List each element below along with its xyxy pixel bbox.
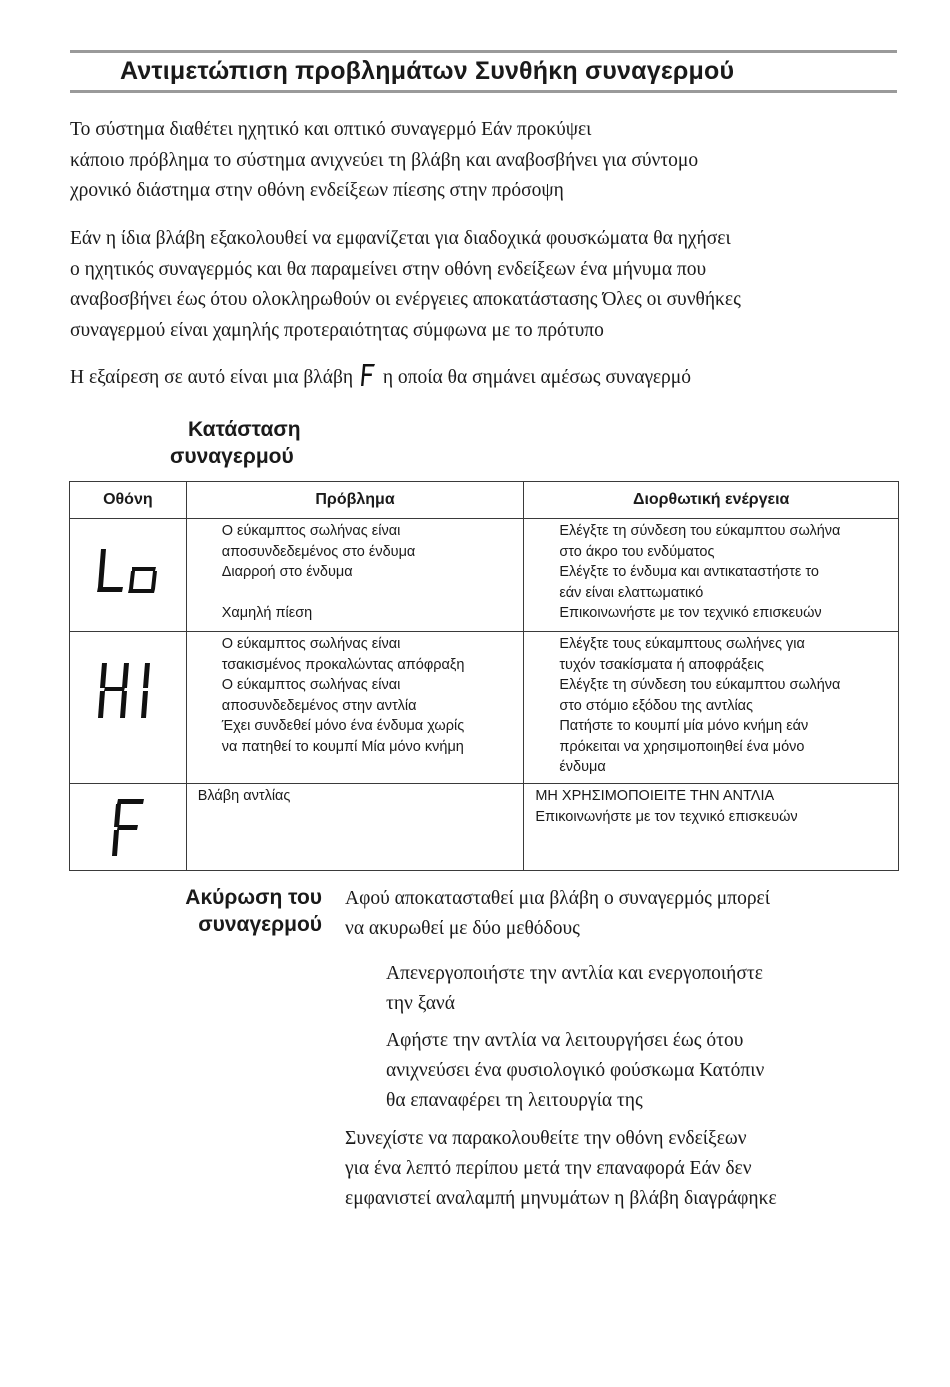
cancel-method-2 bbox=[386, 1026, 764, 1116]
problem-line: Ο εύκαμπτος σωλήνας είναι bbox=[221, 636, 401, 652]
text-line: ο ηχητικός συναγερμός και θα παραμείνει στην οθόνη ενδείξεων ένα μήνυμα που bbox=[70, 258, 707, 280]
action-line: Ελέγξτε το ένδυμα και αντικαταστήστε το bbox=[559, 564, 819, 580]
problem-cell bbox=[186, 519, 524, 632]
action-line: πρόκειται να χρησιμοποιηθεί ένα μόνο bbox=[559, 738, 805, 755]
cancel-alarm-heading bbox=[150, 884, 322, 938]
table-row bbox=[70, 519, 899, 632]
problem-line: τσακισμένος προκαλώντας απόφραξη bbox=[221, 656, 465, 673]
heading-line: συναγερμού bbox=[198, 913, 322, 936]
display-cell bbox=[70, 632, 187, 784]
action-cell bbox=[524, 784, 899, 871]
text-line: Αφού αποκατασταθεί μια βλάβη ο συναγερμός μπορεί bbox=[345, 888, 770, 909]
text-line: Εάν η ίδια βλάβη εξακολουθεί να εμφανίζεται για διαδοχικά φουσκώματα θα ηχήσει bbox=[70, 228, 731, 249]
column-header-display: Οθόνη bbox=[70, 482, 187, 519]
action-line: εάν είναι ελαττωματικό bbox=[559, 584, 704, 601]
cancel-alarm-closing bbox=[345, 1124, 777, 1214]
action-line: τυχόν τσακίσματα ή αποφράξεις bbox=[559, 656, 765, 673]
problem-line: Ο εύκαμπτος σωλήνας είναι bbox=[221, 523, 401, 539]
text-line: για ένα λεπτό περίπου μετά την επαναφορά Εάν δεν bbox=[345, 1158, 752, 1179]
title-underline-rule bbox=[70, 90, 897, 93]
problem-line: Ο εύκαμπτος σωλήνας είναι bbox=[221, 677, 401, 693]
action-line: Ελέγξτε τη σύνδεση του εύκαμπτου σωλήνα bbox=[559, 677, 841, 693]
text-segment: η οποία θα σημάνει αμέσως συναγερμό bbox=[382, 367, 691, 388]
table-row bbox=[70, 784, 899, 871]
text-line: θα επαναφέρει τη λειτουργία της bbox=[386, 1090, 643, 1111]
intro-paragraph-3 bbox=[70, 363, 900, 394]
intro-paragraph-2 bbox=[70, 224, 900, 346]
problem-line: Έχει συνδεθεί μόνο ένα ένδυμα χωρίς bbox=[221, 718, 465, 734]
text-segment: Η εξαίρεση σε αυτό είναι μια βλάβη bbox=[70, 367, 354, 388]
action-line: ένδυμα bbox=[559, 759, 606, 775]
problem-line bbox=[222, 583, 524, 604]
action-line: ΜΗ ΧΡΗΣΙΜΟΠΟΙΕΙΤΕ ΤΗΝ ΑΝΤΛΙΑ bbox=[535, 788, 775, 804]
f-display-icon bbox=[70, 784, 186, 865]
text-line: κάποιο πρόβλημα το σύστημα ανιχνεύει τη βλάβη και αναβοσβήνει για σύντομο bbox=[70, 149, 699, 171]
text-line: Απενεργοποιήστε την αντλία και ενεργοποιήστε bbox=[386, 963, 763, 984]
cancel-alarm-intro bbox=[345, 884, 770, 944]
text-line: Συνεχίστε να παρακολουθείτε την οθόνη ενδείξεων bbox=[345, 1128, 747, 1149]
table-header-row bbox=[70, 482, 899, 519]
text-line: Το σύστημα διαθέτει ηχητικό και οπτικό συναγερμό Εάν προκύψει bbox=[70, 119, 592, 140]
alarm-status-heading bbox=[170, 416, 320, 470]
heading-line: Ακύρωση του bbox=[185, 886, 322, 909]
display-cell bbox=[70, 519, 187, 632]
text-line: να ακυρωθεί με δύο μεθόδους bbox=[345, 918, 580, 939]
text-line: αναβοσβήνει έως ότου ολοκληρωθούν οι ενέργειες αποκατάστασης Όλες οι συνθήκες bbox=[70, 289, 741, 310]
text-line: Αφήστε την αντλία να λειτουργήσει έως ότου bbox=[386, 1030, 744, 1051]
text-line: συναγερμού είναι χαμηλής προτεραιότητας σύμφωνα με το πρότυπο bbox=[70, 319, 604, 341]
alarm-table bbox=[69, 481, 899, 871]
action-line: Πατήστε το κουμπί μία μόνο κνήμη εάν bbox=[559, 718, 809, 734]
problem-line: Διαρροή στο ένδυμα bbox=[221, 564, 353, 580]
heading-line: συναγερμού bbox=[170, 445, 294, 468]
problem-line: αποσυνδεδεμένος στην αντλία bbox=[221, 697, 417, 714]
problem-line: Βλάβη αντλίας bbox=[197, 788, 291, 804]
problem-line: αποσυνδεδεμένος στο ένδυμα bbox=[221, 543, 416, 560]
column-header-action: Διορθωτική ενέργεια bbox=[524, 482, 899, 519]
lo-display-icon bbox=[70, 519, 186, 604]
text-line: ανιχνεύσει ένα φυσιολογικό φούσκωμα Κατόπιν bbox=[386, 1060, 765, 1081]
fault-f-inline-icon bbox=[360, 363, 376, 398]
action-cell bbox=[524, 632, 899, 784]
action-line: Επικοινωνήστε με τον τεχνικό επισκευών bbox=[535, 808, 798, 825]
action-line: Επικοινωνήστε με τον τεχνικό επισκευών bbox=[559, 605, 822, 621]
action-line: Ελέγξτε τη σύνδεση του εύκαμπτου σωλήνα bbox=[559, 523, 841, 539]
action-line: Ελέγξτε τους εύκαμπτους σωλήνες για bbox=[559, 636, 805, 652]
action-line: στο στόμιο εξόδου της αντλίας bbox=[559, 697, 754, 714]
table-row bbox=[70, 632, 899, 784]
heading-line: Κατάσταση bbox=[188, 418, 301, 441]
problem-cell bbox=[186, 632, 524, 784]
top-rule bbox=[70, 50, 897, 53]
action-cell bbox=[524, 519, 899, 632]
problem-cell bbox=[186, 784, 524, 871]
page-title: Αντιμετώπιση προβλημάτων Συνθήκη συναγερμού bbox=[120, 57, 735, 85]
text-line: χρονικό διάστημα στην οθόνη ενδείξεων πίεσης στην πρόσοψη bbox=[70, 180, 564, 201]
intro-paragraph-1 bbox=[70, 115, 900, 207]
cancel-method-1 bbox=[386, 959, 763, 1019]
column-header-problem: Πρόβλημα bbox=[186, 482, 524, 519]
problem-line: Χαμηλή πίεση bbox=[221, 605, 313, 621]
display-cell bbox=[70, 784, 187, 871]
hi-display-icon bbox=[70, 632, 186, 727]
action-line: στο άκρο του ενδύματος bbox=[559, 543, 715, 560]
text-line: εμφανιστεί αναλαμπή μηνυμάτων η βλάβη διαγράφηκε bbox=[345, 1188, 777, 1209]
text-line: την ξανά bbox=[386, 993, 455, 1014]
problem-line: να πατηθεί το κουμπί Μία μόνο κνήμη bbox=[221, 738, 464, 755]
